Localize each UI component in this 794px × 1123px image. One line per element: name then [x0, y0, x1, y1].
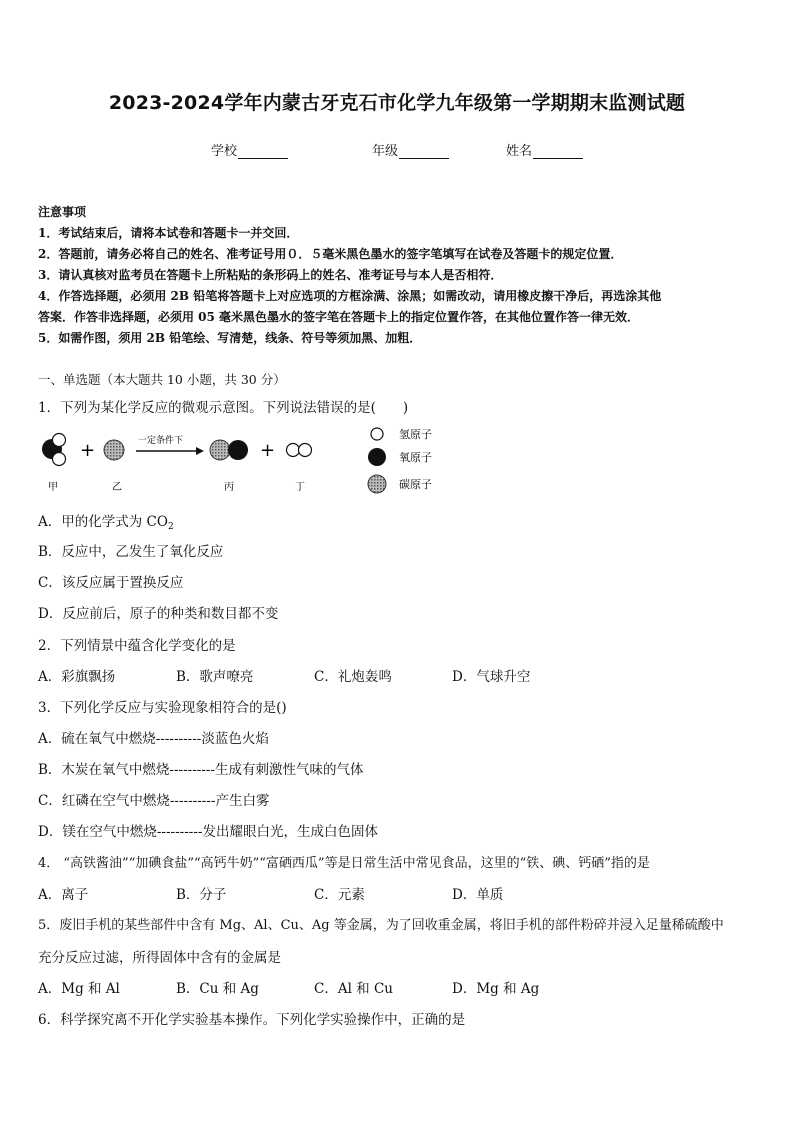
arrow-condition-label: 一定条件下: [138, 436, 184, 446]
q2-option-d[interactable]: D．气球升空: [452, 669, 531, 685]
q3-option-c[interactable]: C．红磷在空气中燃烧----------产生白雾: [38, 793, 270, 809]
hydrogen-atom: [53, 453, 66, 466]
question-4-stem: 4． “高铁酱油”“加碘食盐”“高钙牛奶”“富硒西瓜”等是日常生活中常见食品，这里的“铁、碘、钙硒”指的是: [38, 856, 650, 871]
q5-option-d[interactable]: D．Mg 和 Ag: [452, 981, 540, 997]
notice-item: 1．考试结束后，请将本试卷和答题卡一并交回．: [38, 226, 299, 240]
q1-option-a-subscript: 2: [167, 522, 174, 532]
q1-option-c[interactable]: C．该反应属于置换反应: [38, 575, 184, 591]
q3-option-b[interactable]: B．木炭在氧气中燃烧----------生成有刺激性气味的气体: [38, 762, 364, 778]
legend-carbon-icon: [368, 475, 386, 493]
info-fields: [0, 140, 794, 160]
plus-sign: +: [80, 440, 96, 461]
name-blank[interactable]: [533, 145, 583, 159]
q4-option-c[interactable]: C．元素: [314, 887, 365, 903]
hydrogen-atom: [53, 434, 66, 447]
school-label: 学校: [211, 144, 238, 159]
reaction-diagram: [38, 422, 478, 498]
plus-sign: +: [260, 440, 276, 461]
q2-option-c[interactable]: C．礼炮轰鸣: [314, 669, 392, 685]
grade-field[interactable]: [372, 140, 449, 159]
label-bing: 丙: [224, 482, 234, 493]
q3-option-d[interactable]: D．镁在空气中燃烧----------发出耀眼白光，生成白色固体: [38, 824, 378, 840]
question-3-stem: 3．下列化学反应与实验现象相符合的是(): [38, 700, 287, 716]
legend-carbon-label: 碳原子: [399, 478, 432, 491]
arrow-head-icon: [196, 447, 204, 455]
notice-item: 3．请认真核对监考员在答题卡上所粘贴的条形码上的姓名、准考证号与本人是否相符．: [38, 268, 503, 282]
q5-option-c[interactable]: C．Al 和 Cu: [314, 981, 394, 997]
carbon-atom: [104, 440, 124, 460]
page-title: 2023-2024学年内蒙古牙克石市化学九年级第一学期期末监测试题: [108, 92, 686, 114]
section-heading: 一、单选题（本大题共 10 小题，共 30 分）: [38, 372, 286, 387]
q5-option-b[interactable]: B．Cu 和 Ag: [176, 981, 259, 997]
legend-oxygen-label: 氧原子: [399, 451, 432, 464]
question-5-stem: 5．废旧手机的某些部件中含有 Mg、Al、Cu、Ag 等金属，为了回收重金属，将旧手机的部件粉碎并浸入足量稀硫酸中: [38, 918, 724, 933]
notice-heading: 注意事项: [38, 205, 87, 219]
legend-hydrogen-label: 氢原子: [399, 428, 432, 441]
q4-option-b[interactable]: B．分子: [176, 887, 227, 903]
question-6-stem: 6．科学探究离不开化学实验基本操作。下列化学实验操作中，正确的是: [38, 1012, 466, 1028]
q3-option-a[interactable]: A．硫在氧气中燃烧----------淡蓝色火焰: [38, 731, 269, 747]
legend-hydrogen-icon: [371, 428, 383, 440]
label-yi: 乙: [112, 482, 122, 493]
q2-option-b[interactable]: B．歌声嘹亮: [176, 669, 254, 685]
school-field[interactable]: [211, 140, 288, 159]
notice-item: 2．答题前，请务必将自己的姓名、准考证号用０．５毫米黑色墨水的签字笔填写在试卷及答题卡的规定位置．: [38, 247, 623, 261]
grade-blank[interactable]: [399, 145, 449, 159]
q1-option-a[interactable]: [38, 510, 174, 532]
q5-option-a[interactable]: A．Mg 和 Al: [38, 981, 120, 997]
question-2-stem: 2．下列情景中蕴含化学变化的是: [38, 638, 236, 654]
q1-option-d[interactable]: D．反应前后，原子的种类和数目都不变: [38, 606, 279, 622]
notice-item: 答案．作答非选择题，必须用 05 毫米黑色墨水的签字笔在答题卡上的指定位置作答，在其他位置作答一律无效．: [38, 310, 640, 324]
oxygen-atom: [228, 440, 248, 460]
label-ding: 丁: [295, 482, 305, 493]
molecule-jia: [42, 434, 66, 466]
carbon-atom: [210, 440, 230, 460]
grade-label: 年级: [372, 144, 399, 159]
notice-item: 4．作答选择题，必须用 2B 铅笔将答题卡上对应选项的方框涂满、涂黑；如需改动，请用橡皮擦干净后，再选涂其他: [38, 289, 662, 303]
question-5-stem-cont: 充分反应过滤，所得固体中含有的金属是: [38, 950, 281, 966]
q2-option-a[interactable]: A．彩旗飘扬: [38, 669, 116, 685]
q1-option-b[interactable]: B．反应中，乙发生了氧化反应: [38, 544, 224, 560]
q4-option-a[interactable]: A．离子: [38, 887, 89, 903]
name-field[interactable]: [506, 140, 583, 159]
hydrogen-atom: [287, 444, 300, 457]
hydrogen-atom: [299, 444, 312, 457]
q4-option-d[interactable]: D．单质: [452, 887, 504, 903]
label-jia: 甲: [48, 482, 58, 493]
name-label: 姓名: [506, 144, 533, 159]
question-1-stem: 1．下列为某化学反应的微观示意图。下列说法错误的是( ): [38, 400, 409, 416]
q1-option-a-text: A．甲的化学式为 CO: [38, 514, 168, 530]
legend-oxygen-icon: [368, 448, 386, 466]
school-blank[interactable]: [238, 145, 288, 159]
notice-item: 5．如需作图，须用 2B 铅笔绘、写清楚，线条、符号等须加黑、加粗．: [38, 331, 422, 345]
